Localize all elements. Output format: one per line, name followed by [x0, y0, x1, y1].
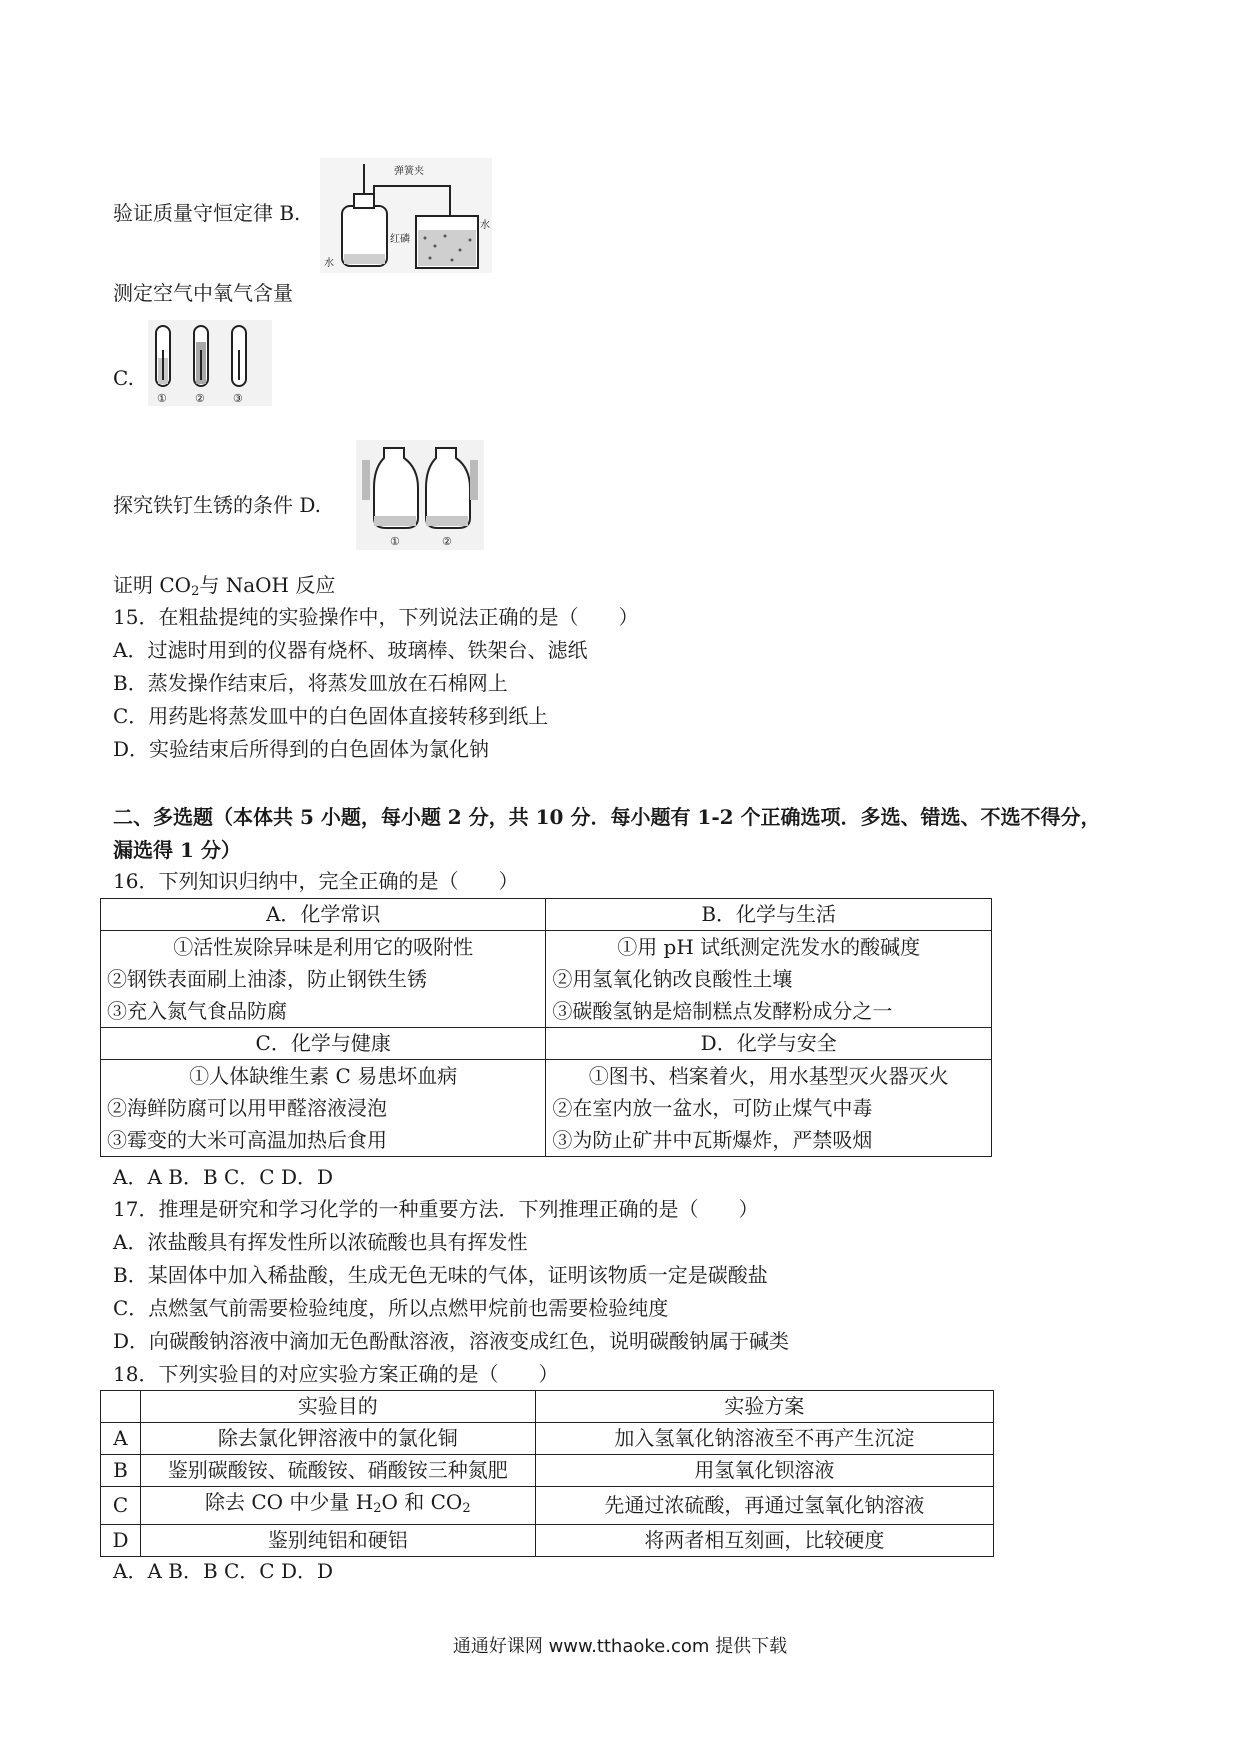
q14-option-c-caption: 探究铁钉生锈的条件 D.: [113, 493, 322, 517]
q14-option-d-caption: 证明 $CO_2$与 NaOH 反应: [113, 573, 336, 599]
q18-header-purpose: 实验目的: [140, 1391, 535, 1423]
fig-b-label-water-left: 水: [324, 258, 334, 269]
table-row: B 鉴别碳酸铵、硫酸铵、硝酸铵三种氮肥 用氢氧化钡溶液: [101, 1455, 994, 1487]
q15-option-b: B．蒸发操作结束后，将蒸发皿放在石棉网上: [113, 671, 508, 695]
section-2-heading-line2: 漏选得 1 分）: [113, 838, 241, 862]
q17-option-b: B．某固体中加入稀盐酸，生成无色无味的气体，证明该物质一定是碳酸盐: [113, 1263, 768, 1287]
q16-knowledge-table: [100, 898, 992, 1157]
q16-answers: A．A B．B C．C D．D: [113, 1165, 334, 1189]
q17-option-a: A．浓盐酸具有挥发性所以浓硫酸也具有挥发性: [113, 1230, 528, 1254]
q15-option-d: D．实验结束后所得到的白色固体为氯化钠: [113, 737, 490, 761]
fig-d-label-2: ②: [442, 535, 452, 548]
fig-b-label-clamp: 弹簧夹: [394, 166, 424, 177]
figure-oxygen-measurement: [320, 158, 492, 273]
q16-a-items: ①活性炭除异味是利用它的吸附性 ②钢铁表面刷上油漆，防止钢铁生锈 ③充入氮气食品防腐: [101, 931, 546, 1028]
figure-iron-nail-rust-tubes: [148, 320, 272, 406]
section-2-heading-line1: 二、多选题（本体共 5 小题，每小题 2 分，共 10 分．每小题有 1-2 个正确选项．多选、错选、不选不得分，: [113, 805, 1101, 829]
q16-c-items: ①人体缺维生素 C 易患坏血病 ②海鲜防腐可以用甲醛溶液浸泡 ③霉变的大米可高温加热后食用: [101, 1060, 546, 1157]
q18-experiment-table: [100, 1390, 994, 1557]
fig-d-label-1: ①: [390, 535, 400, 548]
q16-a-title: A．化学常识: [101, 899, 546, 931]
table-row: C 除去 CO 中少量 $H_2O$ 和 $CO_2$ 先通过浓硫酸，再通过氢氧化钠溶液: [101, 1487, 994, 1525]
q14-option-a-label: 验证质量守恒定律 B.: [113, 201, 301, 225]
figure-co2-naoh-bottles: [356, 440, 484, 550]
q14-option-b-caption: 测定空气中氧气含量: [113, 281, 293, 305]
q16-stem: 16．下列知识归纳中，完全正确的是（ ）: [113, 869, 519, 893]
q14-option-c-letter: C.: [113, 366, 134, 390]
q17-option-d: D．向碳酸钠溶液中滴加无色酚酞溶液，溶液变成红色，说明碳酸钠属于碱类: [113, 1329, 790, 1353]
q18-header-plan: 实验方案: [535, 1391, 993, 1423]
q15-option-c: C．用药匙将蒸发皿中的白色固体直接转移到纸上: [113, 704, 549, 728]
table-row: A 除去氯化钾溶液中的氯化铜 加入氢氧化钠溶液至不再产生沉淀: [101, 1423, 994, 1455]
table-row: D 鉴别纯铝和硬铝 将两者相互刻画，比较硬度: [101, 1525, 994, 1557]
q15-option-a: A．过滤时用到的仪器有烧杯、玻璃棒、铁架台、滤纸: [113, 638, 588, 662]
q16-d-items: ①图书、档案着火，用水基型灭火器灭火 ②在室内放一盆水，可防止煤气中毒 ③为防止矿井中瓦斯爆炸，严禁吸烟: [546, 1060, 992, 1157]
q18-stem: 18．下列实验目的对应实验方案正确的是（ ）: [113, 1362, 559, 1386]
q15-stem: 15．在粗盐提纯的实验操作中，下列说法正确的是（ ）: [113, 605, 639, 629]
q17-stem: 17．推理是研究和学习化学的一种重要方法．下列推理正确的是（ ）: [113, 1197, 759, 1221]
q16-d-title: D．化学与安全: [546, 1028, 992, 1060]
q16-b-title: B．化学与生活: [546, 899, 992, 931]
q18-answers: A．A B．B C．C D．D: [113, 1559, 334, 1583]
fig-c-label-2: ②: [195, 392, 205, 405]
fig-b-label-phosphorus: 红磷: [390, 234, 410, 245]
q17-option-c: C．点燃氢气前需要检验纯度，所以点燃甲烷前也需要检验纯度: [113, 1296, 669, 1320]
q16-c-title: C．化学与健康: [101, 1028, 546, 1060]
q18-header-key: [101, 1391, 141, 1423]
page-footer: 通通好课网 www.tthaoke.com 提供下载: [452, 1636, 788, 1657]
q16-b-items: ①用 pH 试纸测定洗发水的酸碱度 ②用氢氧化钠改良酸性土壤 ③碳酸氢钠是焙制糕点发酵粉成分之一: [546, 931, 992, 1028]
fig-c-label-3: ③: [233, 392, 243, 405]
fig-c-label-1: ①: [157, 392, 167, 405]
fig-b-label-water-right: 水: [480, 220, 490, 231]
